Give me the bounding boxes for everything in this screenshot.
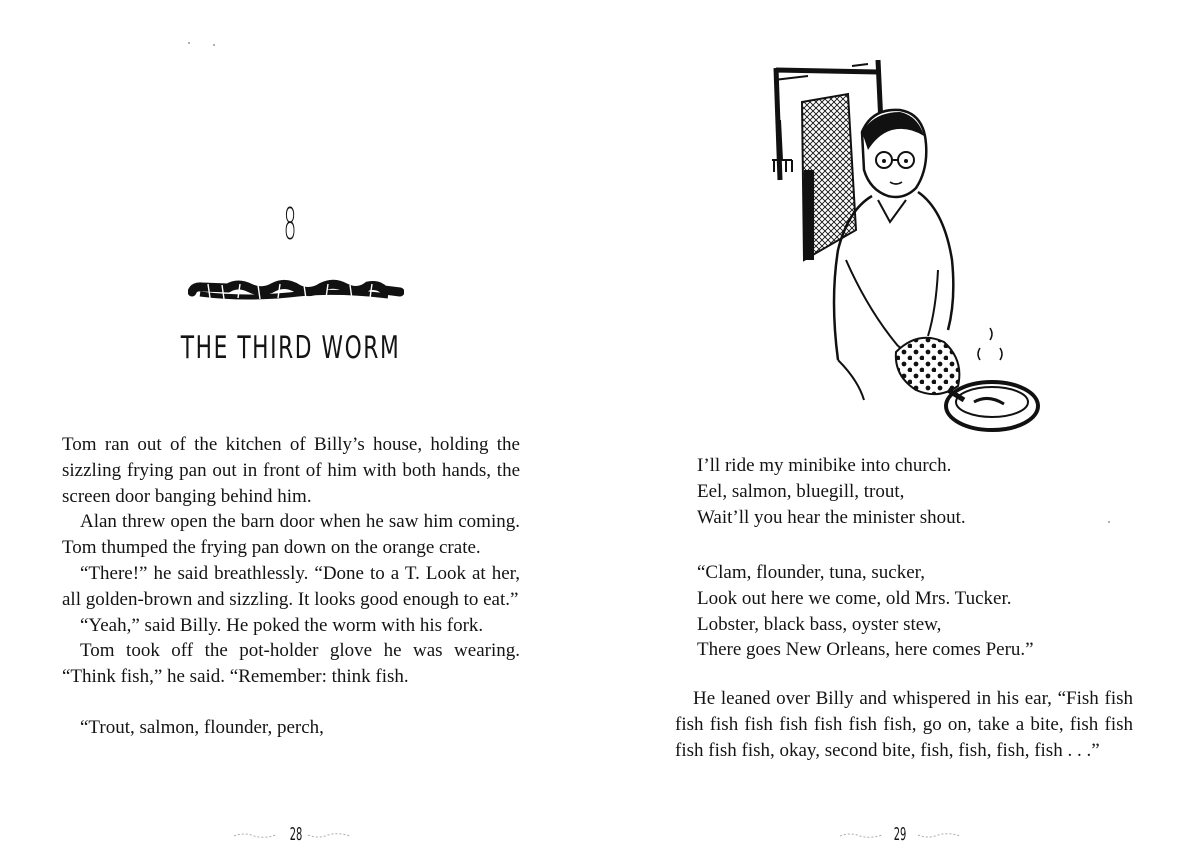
poem-line: There goes New Orleans, here comes Peru.” [697, 639, 1034, 661]
chapter-title: THE THIRD WORM [180, 330, 401, 366]
paragraph: “There!” he said breathlessly. “Done to a T. Look at her, all golden-brown and sizzling. It looks good enough to eat.” [62, 562, 520, 610]
folio-ornament-icon [306, 830, 352, 840]
folio-ornament-icon [232, 830, 278, 840]
right-page [600, 0, 1200, 861]
folio-ornament-icon [838, 830, 884, 840]
poem-line: Wait’ll you hear the minister shout. [697, 506, 966, 528]
paper-speck [188, 42, 190, 44]
worm-ornament-icon [188, 272, 404, 306]
poem-line: Lobster, black bass, oyster stew, [697, 613, 942, 635]
page-number: 28 [289, 824, 303, 845]
paragraph: Tom ran out of the kitchen of Billy’s house, holding the sizzling frying pan out in front of him with both hands, the screen door banging behind him. [62, 434, 520, 507]
paragraph: Tom took off the pot-holder glove he was wearing. “Think fish,” he said. “Remember: think fish. [62, 640, 520, 688]
right-body-text [675, 686, 1133, 763]
poem-line: “Trout, salmon, flounder, perch, [80, 716, 324, 738]
chapter-number: 8 [283, 199, 297, 250]
paper-speck [213, 44, 215, 46]
paragraph: “Yeah,” said Billy. He poked the worm with his fork. [80, 614, 484, 636]
boy-with-frying-pan-illustration-icon [768, 60, 1048, 445]
poem-line: Look out here we come, old Mrs. Tucker. [697, 587, 1012, 609]
paper-speck [1108, 521, 1110, 523]
poem-line: I’ll ride my minibike into church. [697, 455, 952, 476]
page-number: 29 [893, 824, 907, 845]
left-body-text [62, 432, 520, 741]
poem-stanza-2 [697, 560, 1117, 663]
poem-line: “Clam, flounder, tuna, sucker, [697, 562, 925, 583]
poem-stanza-1 [697, 453, 1117, 530]
paragraph: Alan threw open the barn door when he saw him coming. Tom thumped the frying pan down on the orange crate. [62, 511, 520, 559]
paragraph: He leaned over Billy and whispered in his ear, “Fish fish fish fish fish fish fish fish fish, go on, take a bite, fish fish fish fish fish, okay, second bite, fish, fish, fish, fish . . .” [675, 688, 1133, 761]
poem-line: Eel, salmon, bluegill, trout, [697, 480, 905, 502]
folio-ornament-icon [916, 830, 962, 840]
